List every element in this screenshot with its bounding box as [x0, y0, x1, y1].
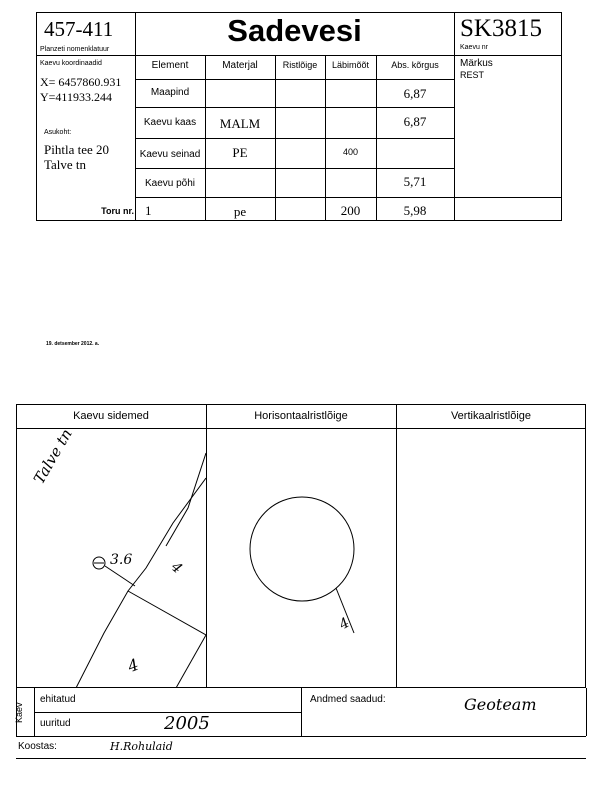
leader-line [105, 566, 135, 586]
col-header-section: Ristlõige [282, 60, 318, 70]
divider [135, 79, 454, 80]
pipe-label: Toru nr. [101, 206, 134, 216]
street-note: Talve tn [30, 425, 76, 487]
renovated-year: 2005 [164, 713, 210, 734]
coord-y: Y=411933.244 [40, 90, 112, 104]
col-header-element: Element [151, 60, 189, 71]
table-row-diameter: 400 [342, 147, 359, 157]
dimension-note: 4 [125, 654, 142, 677]
well-label: Kaev [14, 702, 24, 723]
remarks-value: REST [460, 70, 485, 80]
divider [135, 107, 454, 108]
col-title-connections: Kaevu sidemed [73, 410, 149, 422]
data-source-label: Andmed saadud: [310, 694, 386, 705]
col-header-material: Materjal [222, 60, 258, 71]
divider [454, 12, 455, 221]
compiled-label: Koostas: [18, 741, 57, 752]
coord-x: X= 6457860.931 [40, 75, 122, 89]
divider [135, 168, 454, 169]
pipe-line [176, 635, 206, 688]
renovated-label: uuritud [40, 718, 71, 729]
pipe-line [166, 453, 206, 546]
planzet-label: Planzeti nomenklatuur [40, 46, 110, 53]
compiled-name: H.Rohulaid [110, 740, 173, 753]
horizontal-section-sketch [206, 428, 396, 688]
table-row-element: Maapind [150, 87, 190, 98]
vertical-section-sketch [396, 428, 586, 688]
table-row-material: PE [232, 145, 248, 160]
pipe-height: 5,98 [403, 203, 427, 218]
pipe-line [76, 478, 206, 688]
data-source-signature: Geoteam [464, 695, 537, 714]
divider [16, 758, 586, 759]
divider [135, 138, 454, 139]
col-title-horizontal: Horisontaalristlõige [254, 410, 348, 422]
table-row-height: 6,87 [403, 86, 427, 101]
divider [16, 736, 586, 737]
pipe-line [128, 591, 206, 635]
table-row-element: Kaevu kaas [143, 117, 197, 128]
table-row-height: 6,87 [403, 114, 427, 129]
table-row-height: 5,71 [403, 174, 427, 189]
built-label: ehitatud [40, 694, 76, 705]
coords-label: Kaevu koordinaadid [40, 60, 102, 67]
col-title-vertical: Vertikaalristlõige [450, 410, 532, 422]
divider [135, 197, 562, 198]
well-number: SK3815 [460, 15, 542, 42]
col-header-height: Abs. kõrgus [391, 60, 439, 70]
dimension-note: 4 [167, 559, 186, 577]
divider [301, 688, 302, 736]
table-row-element: Kaevu põhi [144, 178, 196, 189]
table-row-element: Kaevu seinad [139, 149, 201, 160]
location-address: Pihtla tee 20 [44, 142, 109, 157]
location-street: Talve tn [44, 157, 87, 172]
divider [586, 688, 587, 736]
location-label: Asukoht: [44, 129, 72, 136]
planzet-number: 457-411 [44, 17, 114, 41]
remarks-label: Märkus [460, 58, 493, 69]
well-circle [250, 497, 354, 601]
col-header-diameter: Läbimõõt [331, 60, 370, 70]
page-title: Sadevesi [227, 13, 362, 48]
pipe-diameter: 200 [340, 203, 361, 218]
document-date: 19. detsember 2012. a. [46, 341, 100, 347]
table-row-material: MALM [219, 116, 261, 131]
dimension-note: 4 [336, 614, 353, 634]
divider [36, 55, 562, 56]
pipe-material: pe [233, 204, 247, 219]
well-number-label: Kaevu nr [460, 44, 489, 51]
well-note: 3.6 [110, 552, 133, 568]
pipe-number: 1 [145, 203, 152, 218]
